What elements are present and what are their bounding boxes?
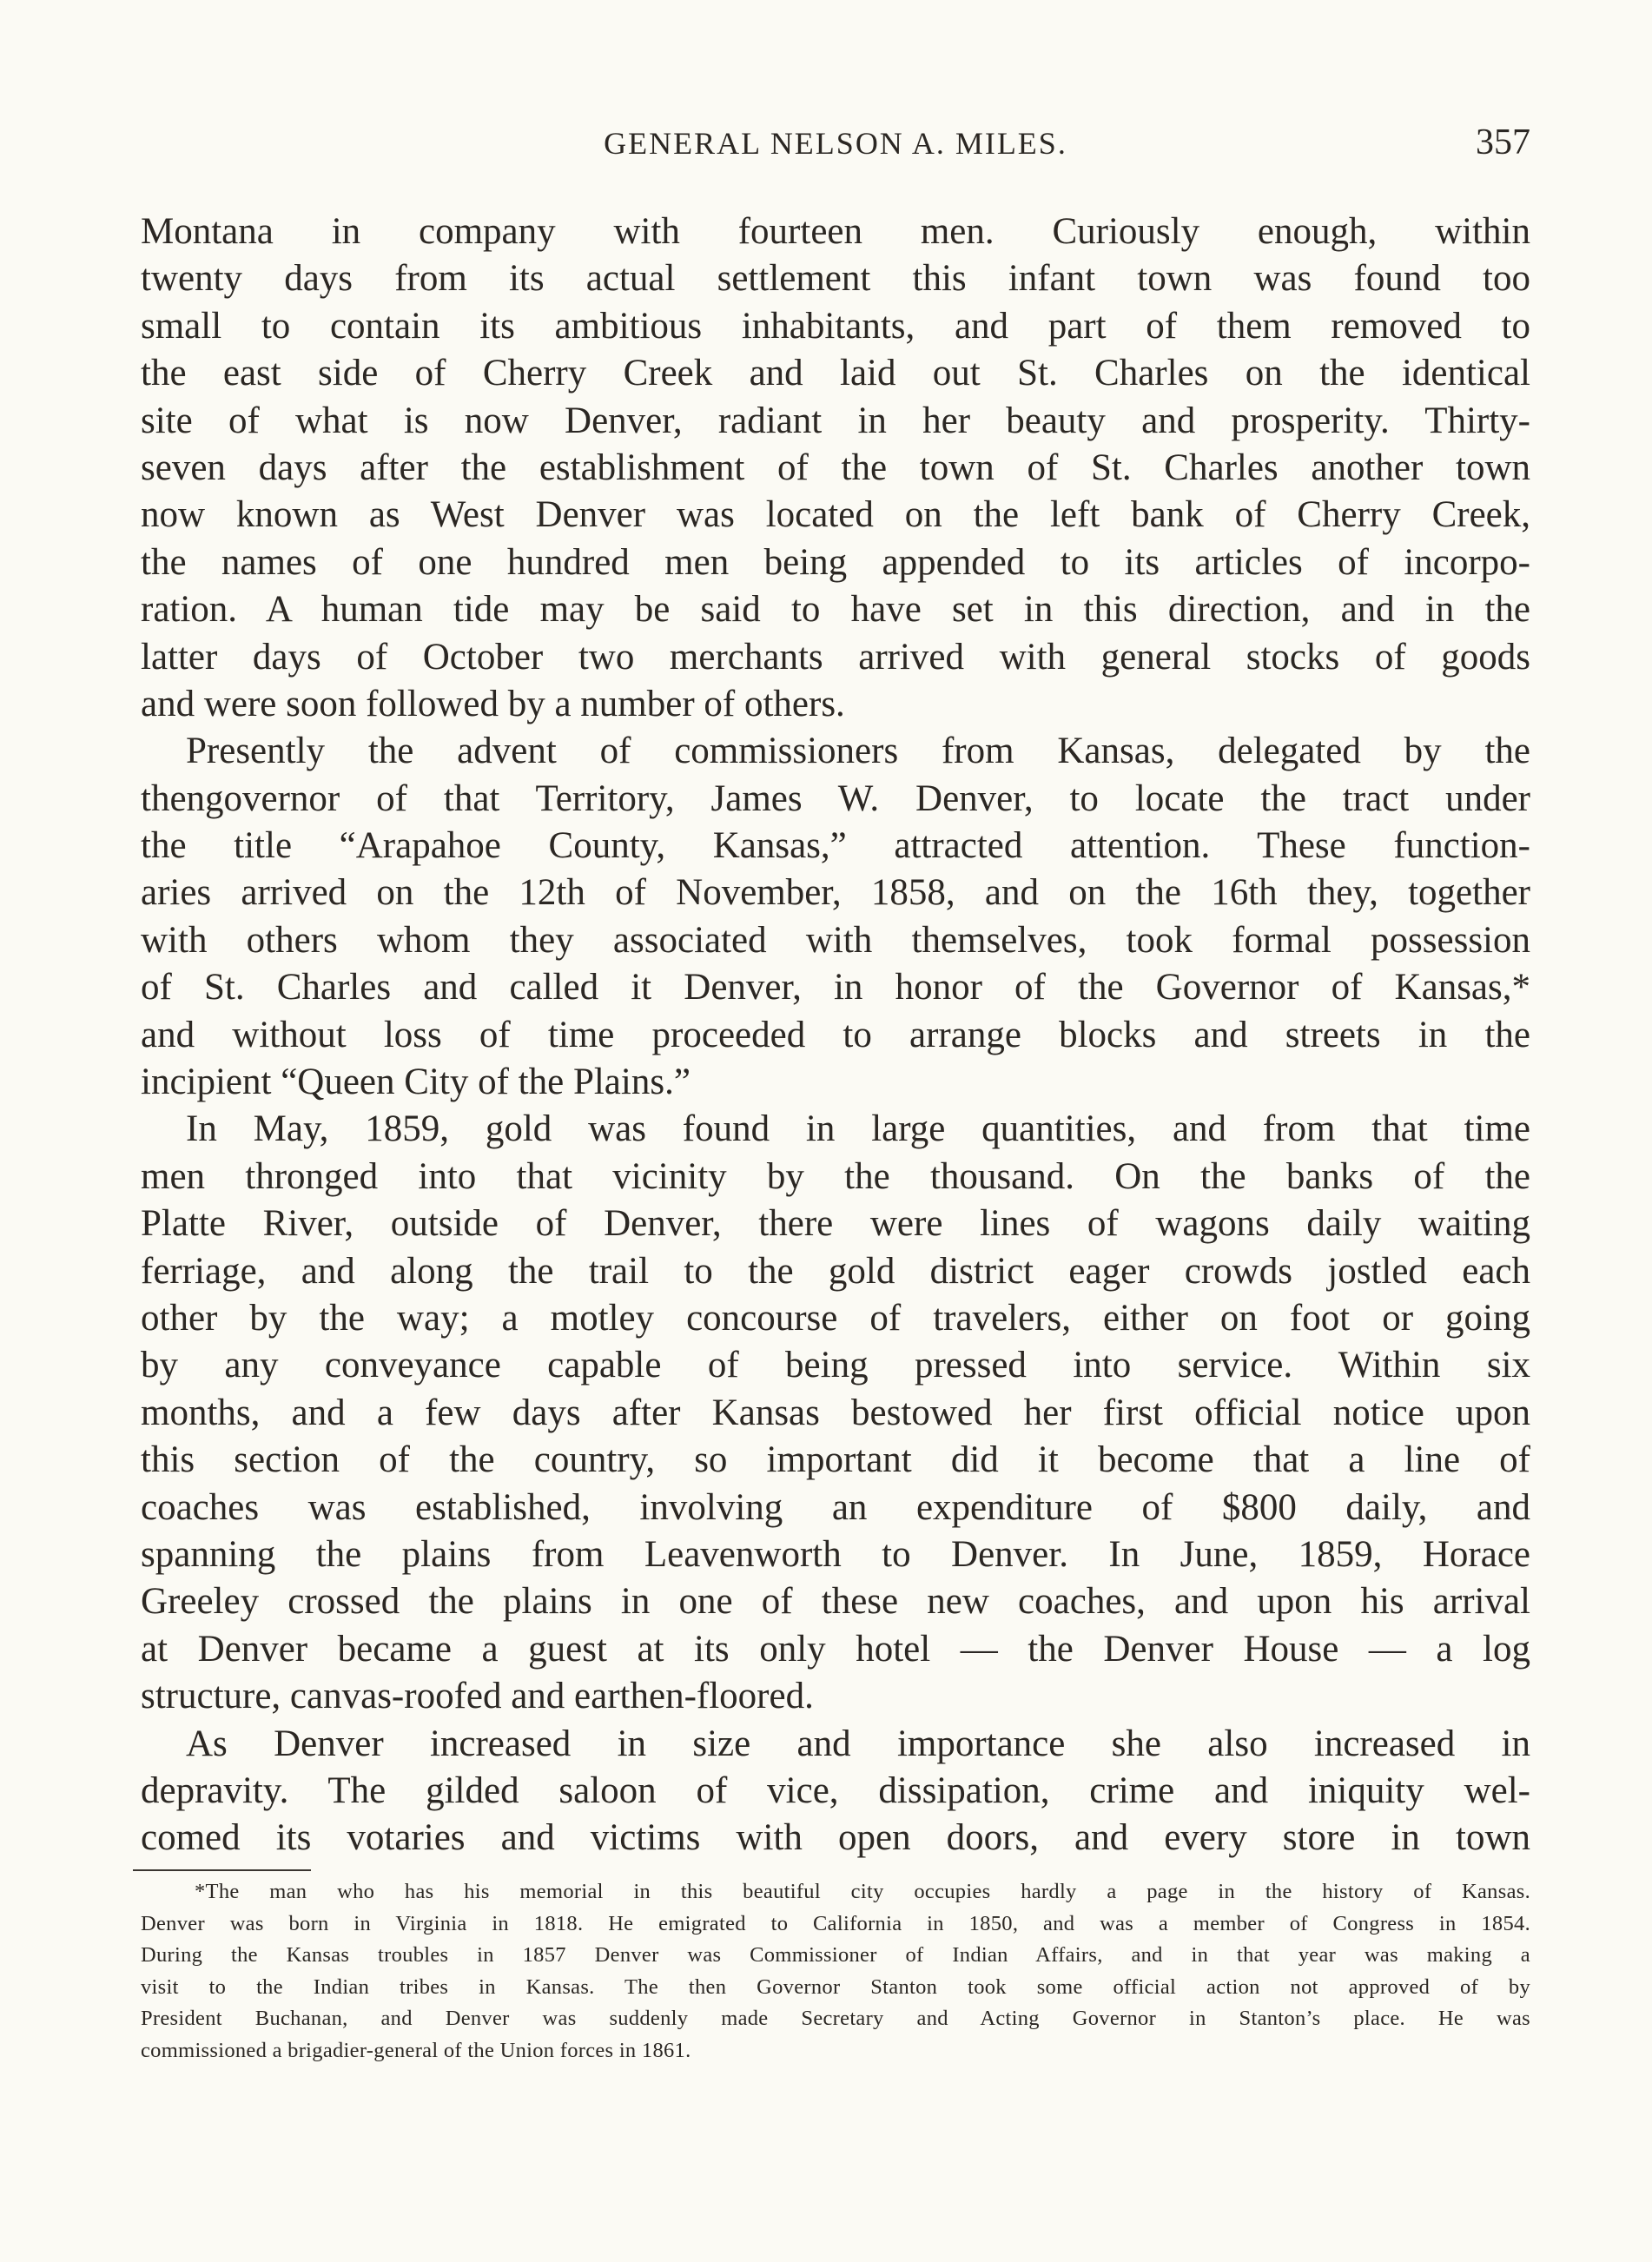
text-line: Montana in company with fourteen men. Curiously enough, within	[141, 211, 1530, 252]
text-line: the title “Arapahoe County, Kansas,” attracted attention. These function-	[141, 825, 1530, 867]
footnote-line: During the Kansas troubles in 1857 Denver was Commissioner of Indian Affairs, and in that year was making a	[141, 1943, 1530, 1968]
text-line: structure, canvas-roofed and earthen-floored.	[141, 1676, 814, 1717]
footnote-line: *The man who has his memorial in this beautiful city occupies hardly a page in the history of Kansas.	[195, 1880, 1530, 1903]
text-line: by any conveyance capable of being pressed into service. Within six	[141, 1345, 1530, 1386]
text-line: comed its votaries and victims with open doors, and every store in town	[141, 1817, 1530, 1859]
text-line: site of what is now Denver, radiant in her beauty and prosperity. Thirty-	[141, 400, 1530, 441]
text-line: of St. Charles and called it Denver, in honor of the Governor of Kansas,*	[141, 967, 1530, 1009]
text-line: and were soon followed by a number of others.	[141, 683, 845, 724]
text-line: thengovernor of that Territory, James W. Denver, to locate the tract under	[141, 777, 1530, 819]
page-number: 357	[1476, 122, 1530, 162]
footnote	[141, 1876, 1530, 2067]
text-line: Presently the advent of commissioners from Kansas, delegated by the	[186, 731, 1530, 772]
text-line: In May, 1859, gold was found in large quantities, and from that time	[186, 1108, 1530, 1150]
text-line: at Denver became a guest at its only hotel — the Denver House — a log	[141, 1628, 1530, 1670]
text-line: other by the way; a motley concourse of travelers, either on foot or going	[141, 1297, 1530, 1339]
text-line: aries arrived on the 12th of November, 1858, and on the 16th they, together	[141, 872, 1530, 914]
text-line: incipient “Queen City of the Plains.”	[141, 1062, 691, 1103]
footnote-line: commissioned a brigadier-general of the Union forces in 1861.	[141, 2038, 691, 2062]
text-line: the names of one hundred men being appended to its articles of incorpo-	[141, 541, 1530, 583]
footnote-divider	[133, 1869, 311, 1871]
text-line: seven days after the establishment of the town of St. Charles another town	[141, 446, 1530, 488]
text-line: the east side of Cherry Creek and laid out St. Charles on the identical	[141, 353, 1530, 394]
footnote-line: visit to the Indian tribes in Kansas. The then Governor Stanton took some official action not approved of by	[141, 1974, 1530, 1999]
text-line: coaches was established, involving an expenditure of $800 daily, and	[141, 1486, 1530, 1528]
paragraph	[141, 208, 1530, 728]
paragraph	[141, 728, 1530, 1106]
footnote-line: Denver was born in Virginia in 1818. He emigrated to California in 1850, and was a member of Congress in 1854.	[141, 1911, 1530, 1935]
running-header	[141, 120, 1530, 172]
text-line: spanning the plains from Leavenworth to Denver. In June, 1859, Horace	[141, 1533, 1530, 1575]
text-line: now known as West Denver was located on the left bank of Cherry Creek,	[141, 494, 1530, 536]
body-text	[141, 208, 1530, 1862]
text-line: ferriage, and along the trail to the gold district eager crowds jostled each	[141, 1250, 1530, 1292]
text-line: twenty days from its actual settlement this infant town was found too	[141, 258, 1530, 300]
running-title: GENERAL NELSON A. MILES.	[604, 126, 1067, 161]
footnote-line: President Buchanan, and Denver was suddenly made Secretary and Acting Governor in Stanton’s place. He was	[141, 2007, 1530, 2031]
paragraph	[141, 1106, 1530, 1720]
text-line: As Denver increased in size and importance she also increased in	[186, 1723, 1530, 1764]
text-line: months, and a few days after Kansas bestowed her first official notice upon	[141, 1392, 1530, 1433]
text-line: ration. A human tide may be said to have set in this direction, and in the	[141, 589, 1530, 631]
text-line: Greeley crossed the plains in one of these new coaches, and upon his arrival	[141, 1581, 1530, 1623]
text-line: depravity. The gilded saloon of vice, dissipation, crime and iniquity wel-	[141, 1769, 1530, 1811]
text-line: latter days of October two merchants arrived with general stocks of goods	[141, 636, 1530, 678]
text-line: and without loss of time proceeded to arrange blocks and streets in the	[141, 1014, 1530, 1055]
text-line: small to contain its ambitious inhabitants, and part of them removed to	[141, 305, 1530, 347]
text-line: men thronged into that vicinity by the thousand. On the banks of the	[141, 1155, 1530, 1197]
text-line: with others whom they associated with themselves, took formal possession	[141, 919, 1530, 961]
paragraph	[141, 1721, 1530, 1862]
text-line: this section of the country, so important did it become that a line of	[141, 1439, 1530, 1481]
text-line: Platte River, outside of Denver, there were lines of wagons daily waiting	[141, 1203, 1530, 1245]
